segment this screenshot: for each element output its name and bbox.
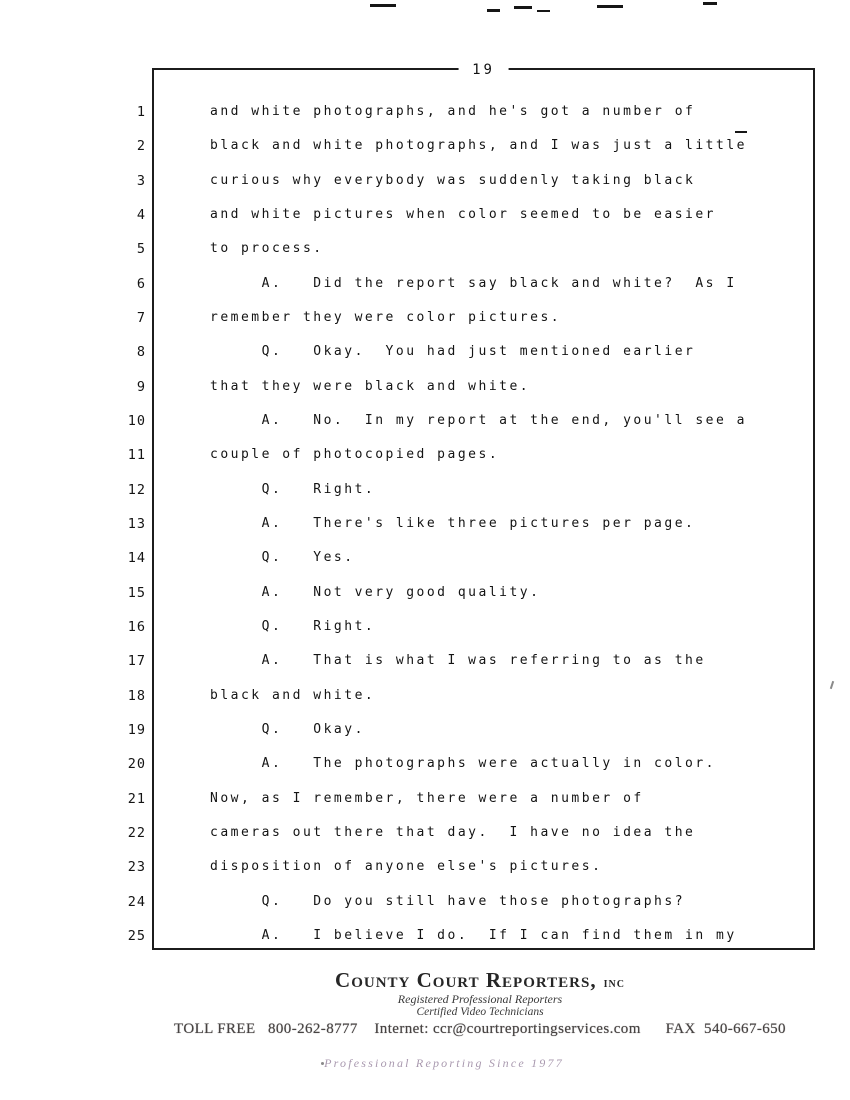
line-text: Q. Yes. [210,550,355,566]
line-number: 10 [127,412,146,429]
line-number: 14 [127,550,146,567]
company-name-suffix: inc [603,976,625,991]
scan-artifact [487,9,500,12]
transcript-lines [127,95,815,953]
line-text: Q. Okay. You had just mentioned earlier [210,344,696,360]
company-name-main: County Court Reporters, [335,968,597,992]
line-text: Q. Right. [210,618,376,634]
line-text: A. There's like three pictures per page. [210,515,696,531]
line-number: 23 [127,859,146,876]
line-text: A. That is what I was referring to as the [210,653,706,669]
line-number: 19 [127,721,146,738]
transcript-line [127,816,815,850]
line-text: A. No. In my report at the end, you'll see a [210,412,747,428]
line-number: 3 [136,172,146,189]
company-tagline-registered: Registered Professional Reporters [397,992,563,1006]
transcript-line [127,850,815,884]
company-tagline-certified: Certified Video Technicians [416,1006,544,1018]
scan-artifact [703,2,717,5]
line-text: cameras out there that day. I have no idea the [210,824,696,840]
scan-artifact [370,4,396,7]
transcript-line [136,370,815,404]
line-text: couple of photocopied pages. [210,447,500,463]
scan-artifact [537,10,550,12]
line-text: and white photographs, and he's got a number of [210,104,696,119]
transcript-line [127,679,815,713]
transcript-line [127,438,815,472]
transcript-line [136,335,815,369]
transcript-line [127,576,815,610]
transcript-line [136,232,815,266]
transcript-line [127,644,815,678]
line-number: 25 [127,927,146,944]
line-text: and white pictures when color seemed to be easier [210,206,717,222]
transcript-line [127,404,815,438]
line-number: 1 [136,104,146,120]
line-number: 12 [127,481,146,498]
transcript-line [136,95,815,129]
line-text: A. The photographs were actually in color. [210,756,717,772]
line-number: 5 [136,241,146,258]
line-number: 20 [127,756,146,773]
contact-info-line: TOLL FREE 800-262-8777 Internet: ccr@courtreportingservices.com FAX 540-667-650 [174,1021,786,1037]
line-number: 2 [136,138,146,155]
line-number: 21 [127,790,146,807]
transcript-line [136,164,815,198]
line-number: 9 [136,378,146,395]
line-number: 7 [136,309,146,326]
line-text: remember they were color pictures. [210,309,562,325]
line-number: 8 [136,344,146,361]
page-number: 19 [458,60,509,80]
line-number: 13 [127,515,146,532]
line-number: 18 [127,687,146,704]
transcript-line [136,129,815,163]
line-number: 6 [136,275,146,292]
scan-artifact [514,6,532,9]
line-number: 17 [127,653,146,670]
transcript-line [136,198,815,232]
line-text: Now, as I remember, there were a number of [210,790,644,806]
line-number: 4 [136,206,146,223]
transcript-line [127,507,815,541]
line-number: 11 [127,447,146,464]
line-number: 15 [127,584,146,601]
transcript-line [127,713,815,747]
scan-artifact [830,681,834,689]
line-text: A. Not very good quality. [210,584,541,600]
line-text: A. I believe I do. If I can find them in my [210,927,737,943]
transcript-line [127,473,815,507]
line-number: 24 [127,893,146,910]
line-text: curious why everybody was suddenly taking black [210,172,696,188]
line-text: A. Did the report say black and white? As I [210,275,737,291]
transcript-line [136,301,815,335]
footer-motto: Professional Reporting Since 1977 [324,1056,564,1070]
line-text: to process. [210,241,324,257]
line-text: that they were black and white. [210,378,531,394]
line-number: 16 [127,618,146,635]
line-text: Q. Right. [210,481,376,497]
transcript-line [136,267,815,301]
transcript-line [127,782,815,816]
line-text: disposition of anyone else's pictures. [210,859,603,875]
line-text: Q. Do you still have those photographs? [210,893,686,909]
line-text: Q. Okay. [210,721,365,737]
line-number: 22 [127,824,146,841]
transcript-line [127,919,815,953]
transcript-line [127,610,815,644]
transcript-line [127,747,815,781]
scan-artifact [597,5,623,8]
transcript-line [127,541,815,575]
reporter-company-name [335,968,625,993]
line-text: black and white. [210,687,376,703]
line-text: black and white photographs, and I was just a little [210,138,747,154]
transcript-line [127,885,815,919]
